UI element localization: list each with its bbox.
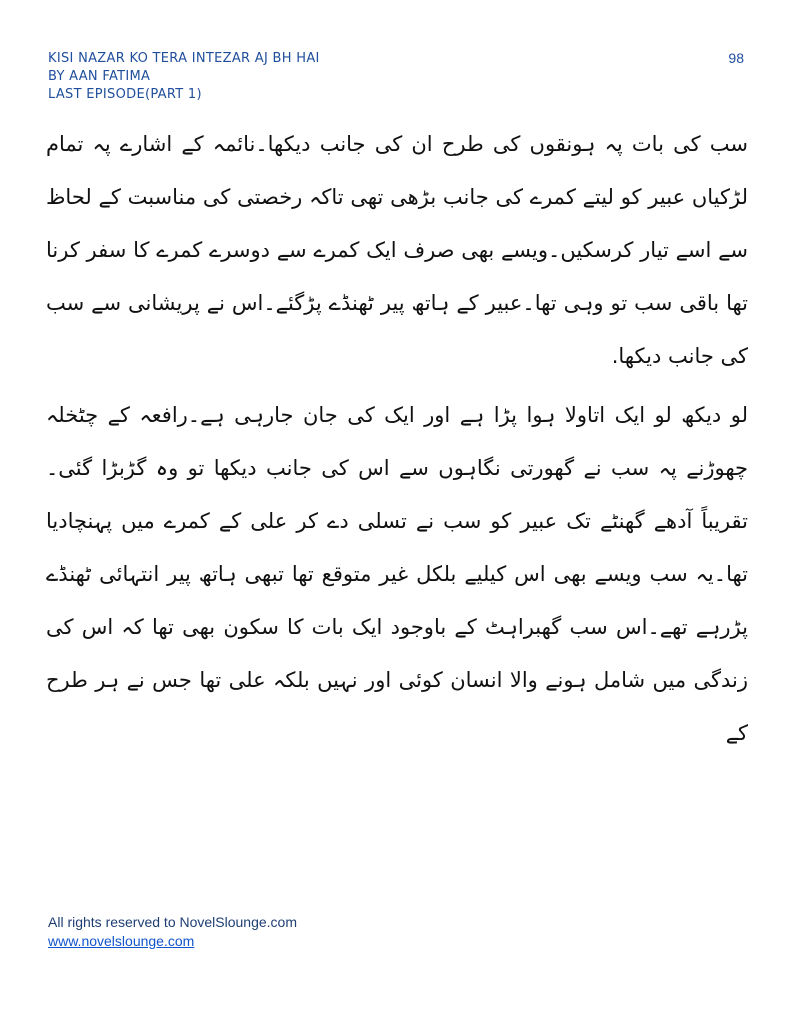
novel-title: KISI NAZAR KO TERA INTEZAR AJ BH HAI [48, 51, 320, 66]
episode-line: LAST EPISODE(PART 1) [48, 87, 202, 102]
document-footer [48, 913, 297, 951]
page-number: 98 [728, 50, 744, 66]
rights-notice: All rights reserved to NovelSlounge.com [48, 914, 298, 930]
author-line: BY AAN FATIMA [48, 69, 151, 84]
paragraph-2: لو دیکھ لو ایک اتاولا ہوا پڑا ہے اور ایک کی جان جارہی ہے۔رافعہ کے چٹخلہ چھوڑنے پہ سب نے گھورتی نگاہوں سے اس کی جانب دیکھا تو وہ گڑبڑا گئی۔تقریباً آدھے گھنٹے تک عبیر کو سب نے تسلی دے کر علی کے کمرے میں پہنچادیا تھا۔یہ سب ویسے بھی اس کیلیے بلکل غیر متوقع تھا تبھی ہاتھ پیر انتہائی ٹھنڈے پڑرہے تھے۔اس سب گھبراہٹ کے باوجود ایک بات کا سکون بھی تھا کہ اس کی زندگی میں شامل ہونے والا انسان کوئی اور نہیں بلکہ علی تھا جس نے ہر طرح کے [46, 403, 748, 745]
website-link[interactable]: www.novelslounge.com [48, 933, 195, 949]
document-header [48, 50, 320, 104]
paragraph-1: سب کی بات پہ ہونقوں کی طرح ان کی جانب دیکھا۔نائمہ کے اشارے پہ تمام لڑکیاں عبیر کو لیتے کمرے کی جانب بڑھی تھی تاکہ رخصتی کی مناسبت کے لحاظ سے اسے تیار کرسکیں۔ویسے بھی صرف ایک کمرے سے دوسرے کمرے کا سفر کرنا تھا باقی سب تو وہی تھا۔عبیر کے ہاتھ پیر ٹھنڈے پڑگئے۔اس نے پریشانی سے سب کی جانب دیکھا. [46, 132, 748, 368]
story-body [46, 118, 748, 760]
